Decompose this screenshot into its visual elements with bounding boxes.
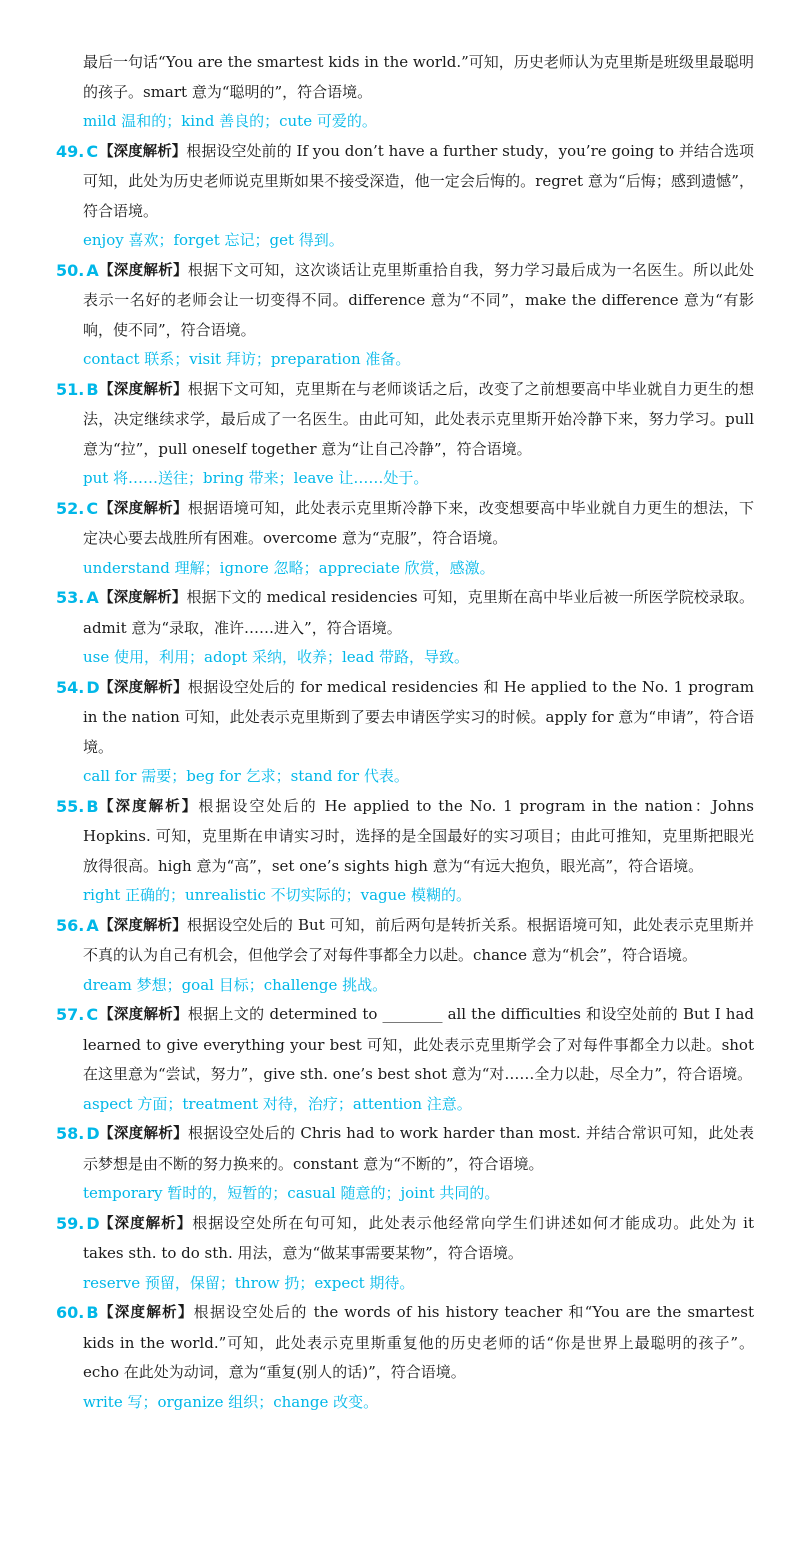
question-number-label: 56. [56,915,85,935]
explanation-text: 根据下文的 medical residencies 可知，克里斯在高中毕业后被一所医学院校录取。admit 意为“录取，准许……进入”，符合语境。 [83,588,755,637]
question-number-label: 50. [56,260,85,280]
explanation-text: 根据语境可知，此处表示克里斯冷静下来，改变想要高中毕业就自力更生的想法，下定决心要去战胜所有困难。overcome 意为“克服”，符合语境。 [83,498,754,547]
explanation-text: 根据设空处后的 the words of his history teacher 和“You are the smartest kids in the world.”可知，此处表示克里斯重复他的历史老师的话“你是世界上最聪明的孩子”。echo 在此处为动词，意为“重复(别人的话)”，符合语境。 [83,1303,754,1381]
analysis-tag: 【深度解析】 [99,917,187,934]
analysis-tag: 【深度解析】 [99,679,188,696]
explanation-list [56,137,754,1418]
explanation-text: 根据设空处所在句可知，此处表示他经常向学生们讲述如何才能成功。此处为 it takes sth. to do sth. 用法，意为“做某事需要某物”，符合语境。 [83,1213,754,1262]
intro-block [56,48,754,137]
option-glosses: call for 需要；beg for 乞求；stand for 代表。 [83,767,409,785]
explanation-paragraph [83,1119,754,1179]
explanation-text: 根据上文的 determined to ________ all the difficulties 和设空处前的 But I had learned to give everything your best 可知，此处表示克里斯学会了对每件事都全力以赴。shot 在这里意为“尝试，努力”，give sth. one’s best shot 意为“对……全力以赴，尽全力”，符合语境。 [83,1005,755,1083]
explanation-item [56,673,754,792]
answer-letter: D [86,677,100,697]
explanation-paragraph [83,494,754,554]
analysis-tag: 【深度解析】 [99,381,188,398]
question-number-label: 53. [56,588,85,607]
answer-letter: B [86,1303,99,1322]
explanation-text: 根据设空处后的 He applied to the No. 1 program in the nation：Johns Hopkins. 可知，克里斯在申请实习时，选择的是全国最好的实习项目；由此可推知，克里斯把眼光放得很高。high 意为“高”，set one’s sights high 意为“有远大抱负，眼光高”，符合语境。 [83,796,754,875]
analysis-tag: 【深度解析】 [99,1215,193,1232]
answer-letter: A [86,260,99,280]
analysis-tag: 【深度解析】 [99,590,187,606]
explanation-item [56,792,754,911]
question-number-label: 54. [56,677,85,697]
explanation-item [56,1000,754,1119]
explanation-paragraph [83,375,754,465]
explanation-text: 根据设空处前的 If you don’t have a further study，you’re going to 并结合选项可知，此处为历史老师说克里斯如果不接受深造，他一定会后悔的。regret 意为“后悔；感到遗憾”，符合语境。 [83,141,755,220]
question-number-label: 55. [56,796,85,816]
explanation-item [56,375,754,494]
explanation-paragraph [83,1000,754,1090]
explanation-paragraph [83,911,754,971]
question-number-label: 57. [56,1005,85,1024]
analysis-tag: 【深度解析】 [99,262,188,279]
question-number-label: 52. [56,498,85,518]
analysis-tag: 【深度解析】 [99,1305,194,1321]
explanation-item [56,1119,754,1209]
explanation-item [56,583,754,673]
explanation-paragraph [83,583,754,643]
answer-letter: C [86,498,99,518]
answer-letter: B [86,379,99,399]
question-number-label: 49. [56,141,85,161]
explanation-paragraph [83,1209,754,1269]
answer-letter: C [86,1005,99,1024]
option-glosses: write 写；organize 组织；change 改变。 [83,1392,379,1411]
analysis-tag: 【深度解析】 [99,500,188,517]
intro-text: 最后一句话“You are the smartest kids in the world.”可知，历史老师认为克里斯是班级里最聪明的孩子。smart 意为“聪明的”，符合语境。 [83,53,754,101]
analysis-tag: 【深度解析】 [99,798,199,815]
question-number-label: 58. [56,1124,85,1143]
explanation-item [56,911,754,1001]
explanation-text: 根据设空处后的 But 可知，前后两句是转折关系。根据语境可知，此处表示克里斯并不真的认为自己有机会，但他学会了对每件事都全力以赴。chance 意为“机会”，符合语境。 [83,915,754,964]
option-glosses: dream 梦想；goal 目标；challenge 挑战。 [83,975,388,994]
option-glosses: aspect 方面；treatment 对待，治疗；attention 注意。 [83,1094,472,1113]
explanation-item [56,494,754,584]
option-glosses: right 正确的；unrealistic 不切实际的；vague 模糊的。 [83,886,471,904]
option-glosses: understand 理解；ignore 忽略；appreciate 欣赏，感激。 [83,558,495,577]
analysis-tag: 【深度解析】 [99,1126,188,1142]
option-glosses: use 使用，利用；adopt 采纳，收养；lead 带路，导致。 [83,648,469,666]
question-number-label: 59. [56,1213,85,1233]
explanation-text: 根据下文可知，这次谈话让克里斯重拾自我，努力学习最后成为一名医生。所以此处表示一名好的老师会让一切变得不同。difference 意为“不同”，make the difference 意为“有影响，使不同”，符合语境。 [83,260,754,339]
explanation-paragraph [83,137,754,227]
option-glosses: temporary 暂时的，短暂的；casual 随意的；joint 共同的。 [83,1184,500,1202]
analysis-tag: 【深度解析】 [99,1007,188,1023]
answer-letter: D [86,1124,100,1143]
analysis-tag: 【深度解析】 [99,143,187,160]
explanation-text: 根据设空处后的 Chris had to work harder than most. 并结合常识可知，此处表示梦想是由不断的努力换来的。constant 意为“不断的”，符合语境。 [83,1124,755,1173]
explanation-paragraph [83,673,754,763]
explanation-text: 根据下文可知，克里斯在与老师谈话之后，改变了之前想要高中毕业就自力更生的想法，决定继续求学，最后成了一名医生。由此可知，此处表示克里斯开始冷静下来，努力学习。pull 意为“拉”，pull oneself together 意为“让自己冷静”，符合语境。 [83,379,754,458]
explanation-paragraph [83,792,754,882]
option-glosses: enjoy 喜欢；forget 忘记；get 得到。 [83,231,344,249]
intro-alternatives: mild 温和的；kind 善良的；cute 可爱的。 [83,112,377,130]
option-glosses: put 将……送往；bring 带来；leave 让……处于。 [83,469,429,487]
question-number-label: 51. [56,379,85,399]
explanation-item [56,1298,754,1417]
answer-letter: A [86,588,99,607]
answer-letter: B [86,796,99,816]
option-glosses: contact 联系；visit 拜访；preparation 准备。 [83,350,411,368]
question-number-label: 60. [56,1303,85,1322]
explanation-item [56,137,754,256]
option-glosses: reserve 预留，保留；throw 扔；expect 期待。 [83,1273,415,1292]
explanation-item [56,1209,754,1299]
answer-letter: C [86,141,99,161]
answer-letter: D [86,1213,100,1233]
answer-letter: A [86,915,99,935]
explanation-text: 根据设空处后的 for medical residencies 和 He applied to the No. 1 program in the nation 可知，此处表示克里斯到了要去申请医学实习的时候。apply for 意为“申请”，符合语境。 [83,677,754,756]
explanation-paragraph [83,1298,754,1388]
explanation-item [56,256,754,375]
explanation-paragraph [83,256,754,346]
